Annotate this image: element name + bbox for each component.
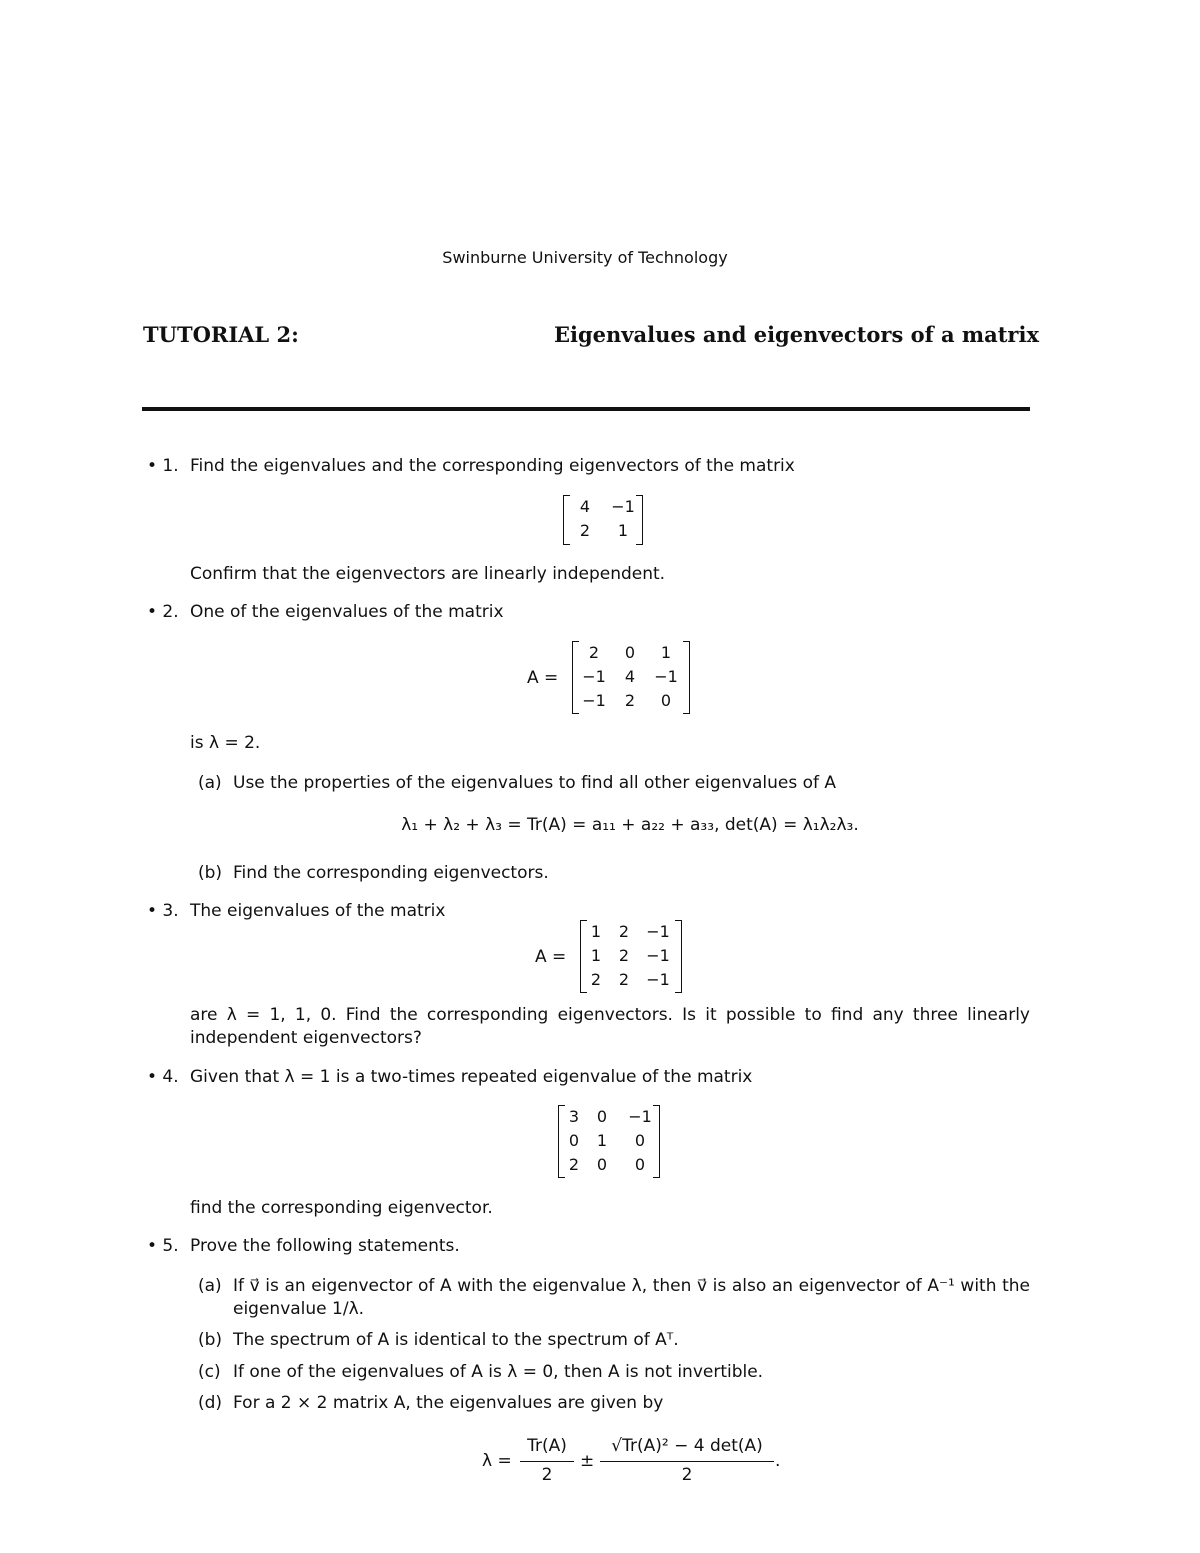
q5-formula-lhs: λ = [482, 1451, 512, 1471]
q5-formula-end: . [775, 1451, 781, 1471]
q3-text: The eigenvalues of the matrix [190, 901, 446, 921]
q5-a-line1: If v⃗ is an eigenvector of A with the eigenvalue λ, then v⃗ is also an eigenvector of A⁻¹ with the [233, 1276, 1030, 1296]
q2-b-label: (b) [198, 863, 223, 883]
q3-number: • 3. [147, 901, 179, 921]
q3-after-line2: independent eigenvectors? [190, 1028, 422, 1048]
q5-b-label: (b) [198, 1330, 223, 1350]
q5-number: • 5. [147, 1236, 179, 1256]
q4-number: • 4. [147, 1067, 179, 1087]
q1-number: • 1. [147, 456, 179, 476]
q2-a-text: Use the properties of the eigenvalues to find all other eigenvalues of A [233, 773, 837, 793]
q5-a-line2: eigenvalue 1/λ. [233, 1299, 365, 1319]
q5-formula-num2: √Tr(A)² − 4 det(A) [611, 1436, 763, 1456]
q5-d-text: For a 2 × 2 matrix A, the eigenvalues are given by [233, 1393, 664, 1413]
institution-name: Swinburne University of Technology [442, 248, 728, 267]
q5-b-text: The spectrum of A is identical to the spectrum of Aᵀ. [233, 1330, 679, 1350]
header-rule [142, 407, 1030, 411]
q2-a-label: (a) [198, 773, 222, 793]
q2-formula: λ₁ + λ₂ + λ₃ = Tr(A) = a₁₁ + a₂₂ + a₃₃, det(A) = λ₁λ₂λ₃. [401, 815, 859, 835]
q4-after: find the corresponding eigenvector. [190, 1198, 493, 1218]
q2-b-text: Find the corresponding eigenvectors. [233, 863, 549, 883]
q2-after: is λ = 2. [190, 733, 261, 753]
q1-after: Confirm that the eigenvectors are linearly independent. [190, 564, 666, 584]
q2-text: One of the eigenvalues of the matrix [190, 602, 504, 622]
q5-formula-num1: Tr(A) [527, 1436, 567, 1456]
q5-c-text: If one of the eigenvalues of A is λ = 0, then A is not invertible. [233, 1362, 764, 1382]
q5-text: Prove the following statements. [190, 1236, 460, 1256]
tutorial-title: Eigenvalues and eigenvectors of a matrix [554, 322, 1039, 347]
q1-text: Find the eigenvalues and the corresponding eigenvectors of the matrix [190, 456, 795, 476]
tutorial-label: TUTORIAL 2: [143, 322, 299, 347]
q2-lhs: A = [527, 668, 559, 688]
q5-formula-frac1 [520, 1436, 574, 1490]
q5-formula-pm: ± [580, 1451, 595, 1471]
q5-a-label: (a) [198, 1276, 222, 1296]
q4-text: Given that λ = 1 is a two-times repeated eigenvalue of the matrix [190, 1067, 753, 1087]
q5-formula-bar2 [600, 1461, 774, 1462]
q5-c-label: (c) [198, 1362, 221, 1382]
q5-formula-den2: 2 [681, 1465, 693, 1485]
q2-number: • 2. [147, 602, 179, 622]
q5-formula-bar1 [520, 1461, 574, 1462]
q2-matrix: 2 0 1 −1 4 −1 −1 2 0 [572, 641, 690, 714]
q3-lhs: A = [535, 947, 567, 967]
q3-after-line1: are λ = 1, 1, 0. Find the corresponding eigenvectors. Is it possible to find any three linearly [190, 1005, 1030, 1025]
q5-formula-den1: 2 [541, 1465, 553, 1485]
q3-matrix: 1 2 −1 1 2 −1 2 2 −1 [580, 920, 682, 993]
q5-d-label: (d) [198, 1393, 223, 1413]
q1-matrix: 4 −1 2 1 [563, 495, 643, 545]
q4-matrix: 3 0 −1 0 1 0 2 0 0 [558, 1105, 660, 1178]
q5-formula-frac2 [600, 1436, 774, 1490]
